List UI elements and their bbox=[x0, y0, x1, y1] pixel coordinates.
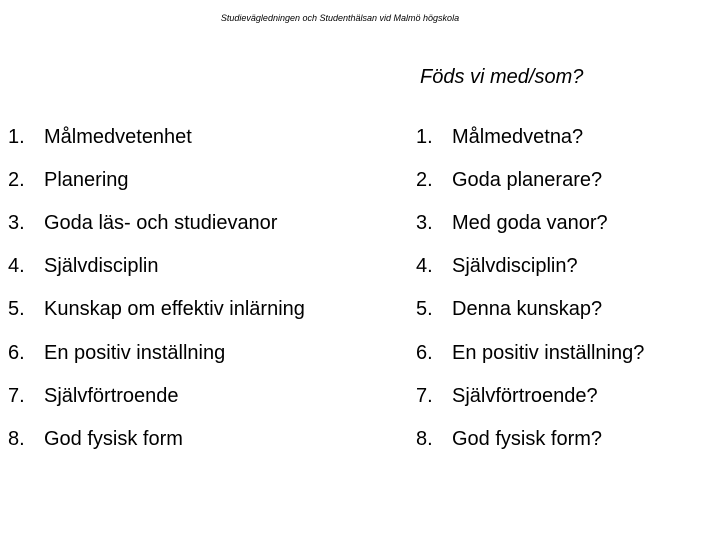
item-number: 2. bbox=[8, 168, 25, 191]
left-list-item bbox=[8, 331, 398, 374]
right-list-item bbox=[416, 201, 716, 244]
item-text: Självförtroende? bbox=[452, 384, 598, 407]
right-list-item bbox=[416, 374, 716, 417]
item-text: Självdisciplin? bbox=[452, 255, 578, 278]
item-text: Med goda vanor? bbox=[452, 211, 608, 234]
item-number: 4. bbox=[416, 255, 433, 278]
right-list-item bbox=[416, 158, 716, 201]
item-text: God fysisk form? bbox=[452, 427, 603, 450]
left-list-item bbox=[8, 417, 398, 460]
left-list-item bbox=[8, 158, 398, 201]
right-list-item bbox=[416, 331, 716, 374]
item-text: God fysisk form bbox=[44, 427, 183, 450]
left-list-item bbox=[8, 374, 398, 417]
item-number: 7. bbox=[416, 384, 433, 407]
item-number: 1. bbox=[416, 125, 433, 148]
left-list-item bbox=[8, 288, 398, 331]
item-number: 2. bbox=[416, 168, 433, 191]
item-text: Denna kunskap? bbox=[452, 298, 603, 321]
item-number: 6. bbox=[416, 341, 433, 364]
item-text: En positiv inställning? bbox=[452, 341, 645, 364]
left-list-item bbox=[8, 201, 398, 244]
right-list-item bbox=[416, 245, 716, 288]
item-number: 1. bbox=[8, 125, 25, 148]
item-number: 5. bbox=[416, 298, 433, 321]
item-text: Kunskap om effektiv inlärning bbox=[44, 298, 305, 321]
item-text: Goda planerare? bbox=[452, 168, 603, 191]
left-list-item bbox=[8, 245, 398, 288]
item-text: Goda läs- och studievanor bbox=[44, 211, 278, 234]
item-text: Självförtroende bbox=[44, 384, 179, 407]
item-text: Självdisciplin bbox=[44, 255, 159, 278]
item-number: 8. bbox=[416, 427, 433, 450]
item-number: 6. bbox=[8, 341, 25, 364]
item-number: 7. bbox=[8, 384, 25, 407]
left-list-item bbox=[8, 115, 398, 158]
right-list-item bbox=[416, 288, 716, 331]
item-text: Planering bbox=[44, 168, 129, 191]
item-number: 5. bbox=[8, 298, 25, 321]
item-number: 8. bbox=[8, 427, 25, 450]
item-number: 4. bbox=[8, 255, 25, 278]
question-heading: Föds vi med/som? bbox=[420, 66, 584, 88]
right-list bbox=[416, 115, 716, 461]
item-text: Målmedvetna? bbox=[452, 125, 584, 148]
item-text: Målmedvetenhet bbox=[44, 125, 192, 148]
item-number: 3. bbox=[416, 211, 433, 234]
item-number: 3. bbox=[8, 211, 25, 234]
right-list-item bbox=[416, 115, 716, 158]
right-list-item bbox=[416, 417, 716, 460]
item-text: En positiv inställning bbox=[44, 341, 226, 364]
page-header: Studievägledningen och Studenthälsan vid Malmö högskola bbox=[220, 13, 460, 23]
left-list bbox=[8, 115, 398, 461]
